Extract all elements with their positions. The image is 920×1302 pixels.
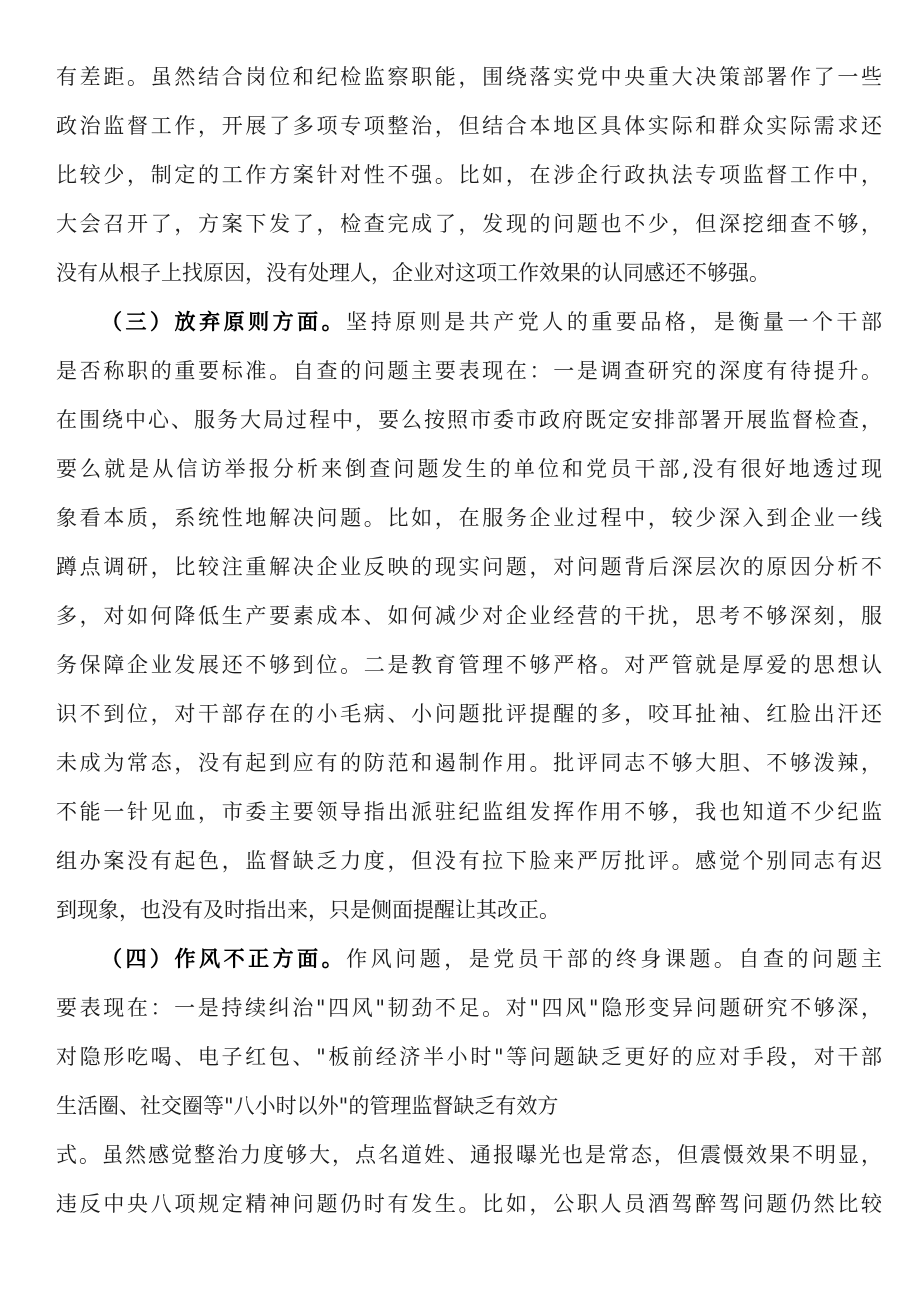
text-line: 要表现在：一是持续纠治"四风"韧劲不足。对"四风"隐形变异问题研究不够深，: [56, 996, 882, 1020]
text-line: 对隐形吃喝、电子红包、"板前经济半小时"等问题缺乏更好的应对手段，对干部: [56, 1045, 882, 1069]
paragraph-first-line: [101, 939, 882, 979]
text-span: 坚持原则是共产党人的重要品格，是衡量一个干部: [346, 310, 883, 334]
text-line: 在围绕中心、服务大局过程中，要么按照市委市政府既定安排部署开展监督检查，: [56, 408, 882, 432]
text-line: 象看本质，系统性地解决问题。比如，在服务企业过程中，较少深入到企业一线: [56, 506, 882, 530]
text-span: 作风问题，是党员干部的终身课题。自查的问题主: [346, 947, 883, 971]
text-line: 没有从根子上找原因，没有处理人，企业对这项工作效果的认同感还不够强。: [56, 261, 770, 285]
text-line: 比较少，制定的工作方案针对性不强。比如，在涉企行政执法专项监督工作中，: [56, 163, 882, 187]
text-line: 组办案没有起色，监督缺乏力度，但没有拉下脸来严厉批评。感觉个别同志有迟: [56, 849, 882, 873]
text-line: 式。虽然感觉整治力度够大，点名道姓、通报曝光也是常态，但震慑效果不明显，: [56, 1143, 882, 1167]
text-line: 生活圈、社交圈等"八小时以外"的管理监督缺乏有效方: [56, 1094, 559, 1118]
section-heading: （四）作风不正方面。: [101, 947, 347, 971]
text-line: 务保障企业发展还不够到位。二是教育管理不够严格。对严管就是厚爱的思想认: [56, 653, 882, 677]
text-line: 到现象，也没有及时指出来，只是侧面提醒让其改正。: [56, 898, 560, 922]
section-heading: （三）放弃原则方面。: [101, 310, 347, 334]
text-line: 多，对如何降低生产要素成本、如何减少对企业经营的干扰，思考不够深刻，服: [56, 604, 882, 628]
text-line: 蹲点调研，比较注重解决企业反映的现实问题，对问题背后深层次的原因分析不: [56, 555, 882, 579]
text-line: 违反中央八项规定精神问题仍时有发生。比如，公职人员酒驾醉驾问题仍然比较: [56, 1192, 882, 1216]
text-line: 未成为常态，没有起到应有的防范和遏制作用。批评同志不够大胆、不够泼辣，: [56, 751, 882, 775]
text-line: 识不到位，对干部存在的小毛病、小问题批评提醒的多，咬耳扯袖、红脸出汗还: [56, 702, 882, 726]
text-line: 是否称职的重要标准。自查的问题主要表现在：一是调查研究的深度有待提升。: [56, 359, 882, 383]
text-line: 要么就是从信访举报分析来倒查问题发生的单位和党员干部,没有很好地透过现: [56, 457, 882, 481]
text-line: 政治监督工作，开展了多项专项整治，但结合本地区具体实际和群众实际需求还: [56, 114, 882, 138]
text-line: 不能一针见血，市委主要领导指出派驻纪监组发挥作用不够，我也知道不少纪监: [56, 800, 882, 824]
text-line: 大会召开了，方案下发了，检查完成了，发现的问题也不少，但深挖细查不够，: [56, 212, 882, 236]
text-line: 有差距。虽然结合岗位和纪检监察职能，围绕落实党中央重大决策部署作了一些: [56, 65, 882, 89]
paragraph-first-line: [101, 302, 882, 342]
